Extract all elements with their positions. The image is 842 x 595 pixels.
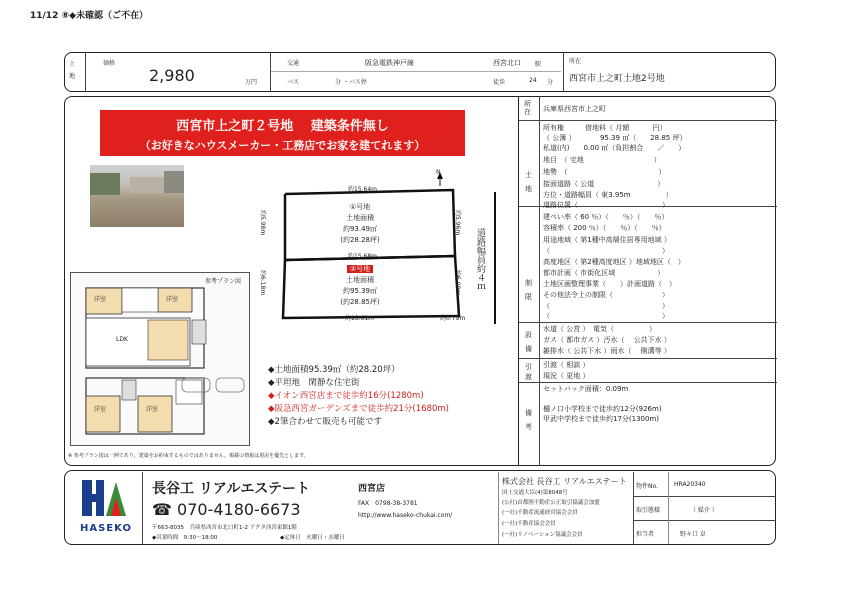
legal-row-16: その他法令上の制限（ ） (543, 291, 669, 299)
bus-minutes: 分 ・バス停 (335, 79, 367, 86)
legal-location-label: 所在 (524, 100, 531, 116)
feature-4: ◆阪急西宮ガーデンズまで徒歩約21分(1680m) (268, 404, 449, 414)
feature-1: ◆土地面積95.39㎡（約28.20坪） (268, 365, 400, 375)
branch-name: 西宮店 (358, 484, 386, 494)
disclaimer: ※ 参考プラン図は一例であり、建築をお約束するものではありません。掲載の情報は現況を優先とします。 (68, 453, 309, 459)
license-line-1: 国土交通大臣(4)第8048号 (502, 490, 568, 496)
legal-row-3: 私道(内) 0.00 ㎡（負担割合 ／ ） (543, 144, 686, 152)
phone-value: 070-4180-6673 (177, 500, 301, 519)
legal-row-5: 地勢 （ ） (543, 168, 666, 176)
lot2-area-m2: 約95.39㎡ (342, 287, 378, 295)
legal-row-6: 接面道路（ 公道 ） (543, 180, 665, 188)
floorplan-room2: 洋室 (166, 296, 179, 303)
legal-row-15: 土地区画整理事業（ ）計画道路（ ） (543, 280, 676, 288)
business-hours: ◆営業時間 9:30～18:00 (152, 535, 218, 541)
closed-days: ◆定休日 火曜日・水曜日 (280, 535, 345, 541)
road-width-label: 道路幅員約４ｍ (475, 228, 485, 291)
haseko-logo-icon (78, 476, 128, 520)
status-note: 11/12 ⑧◆未確認（ご不在） (30, 11, 149, 21)
legal-remark-2: 樋ノ口小学校まで徒歩約12分(926m) (543, 405, 662, 413)
header-box (64, 52, 776, 92)
legal-row-17: （ ） (543, 302, 669, 310)
dim-right-lot2: 約6.08m (454, 270, 461, 296)
title-banner (100, 110, 465, 156)
legal-row-9: 建ぺい率（ 60 ％）（ ％）（ ％） (543, 213, 669, 221)
dim-top: 約15.64m (348, 186, 378, 193)
legal-handover-label: 引 渡 (525, 363, 532, 381)
legal-row-13: 高度地区（ 第2種高度地区 ）地域地区（ ） (543, 258, 685, 266)
legal-row-20: ガス（ 都市ガス ）汚水（ 公共下水 ） (543, 336, 671, 344)
bus-label: バス (287, 79, 300, 86)
phone-number[interactable]: ☎ 070-4180-6673 (152, 500, 301, 519)
feature-list (268, 364, 449, 429)
website-link[interactable]: http://www.haseko-chukai.com/ (358, 512, 453, 519)
land-side-label: 土 地 (69, 61, 76, 80)
price-value: 2,980 (149, 66, 195, 85)
train-line: 阪急電鉄神戸線 (365, 59, 414, 67)
floorplan-drawing (78, 284, 238, 439)
walk-minutes: 24 (529, 77, 537, 84)
agent-name: 野々口 卓 (680, 531, 706, 538)
property-no-value: HRA20340 (674, 481, 706, 488)
station-suffix: 駅 (535, 61, 542, 68)
lot1-area-m2: 約93.49㎡ (342, 225, 378, 233)
dim-left-lot2: 約6.18m (259, 270, 266, 296)
legal-location-value: 兵庫県西宮市上之町 (543, 105, 606, 113)
legal-row-18: （ ） (543, 312, 669, 320)
lot2-name: ②号地 (347, 265, 373, 273)
lot1-name: ①号地 (349, 203, 371, 211)
legal-row-14: 都市計画（ 市街化区域 ） (543, 269, 665, 277)
legal-row-21: 雑排水（ 公共下水 ）雨水（ 側溝等 ） (543, 347, 671, 355)
dim-right-lot1: 約5.96m (454, 210, 461, 236)
legal-remark-3: 甲武中学校まで徒歩約17分(1300m) (543, 415, 660, 423)
legal-land-label: 土 地 (525, 171, 532, 193)
lot2-label (330, 264, 390, 308)
legal-remark-1: セットバック面積：0.09m (543, 385, 629, 393)
logo-text: HASEKO (80, 523, 132, 534)
license-line-5: (一社)リノベーション協議会会員 (502, 532, 583, 538)
lot1-area-tsubo: (約28.28坪) (340, 236, 380, 244)
dim-corner: 約0.79m (440, 315, 466, 322)
lot-diagram (255, 172, 505, 332)
station-name: 西宮北口 (493, 59, 521, 67)
legal-table (518, 96, 777, 466)
license-line-4: (一社)不動産協会会員 (502, 521, 556, 527)
legal-row-12: （ ） (543, 247, 669, 255)
legal-row-22: 引渡（ 相談 ） (543, 361, 590, 369)
walk-label: 徒歩 (493, 79, 506, 86)
floorplan-caption: 参考プラン図 (205, 278, 242, 285)
property-no-label: 物件No. (636, 483, 658, 490)
feature-3: ◆イオン西宮店まで徒歩約16分(1280m) (268, 391, 424, 401)
floorplan-ldk: LDK (116, 336, 128, 343)
legal-row-23: 現況（ 更地 ） (543, 372, 590, 380)
legal-limit-label: 制 限 (525, 279, 532, 301)
feature-2: ◆平坦地 閑静な住宅街 (268, 378, 360, 388)
legal-row-8: 道路位置（ ） (543, 201, 669, 209)
parking-sketch (180, 370, 248, 410)
legal-row-19: 水道（ 公営 ） 電気（ ） (543, 325, 656, 333)
floorplan-room3: 洋室 (94, 406, 107, 413)
company-address: 〒663-8035 兵庫県西宮市北口町1-2 アクタ西宮東館1階 (152, 525, 297, 531)
floorplan-room1: 洋室 (94, 296, 107, 303)
dim-middle: 約15.68m (348, 253, 378, 260)
dim-left-lot1: 約5.98m (259, 210, 266, 236)
legal-remarks-label: 備 考 (525, 409, 532, 431)
property-photo (90, 165, 184, 227)
legal-row-4: 地目 （ 宅地 ） (543, 156, 661, 164)
banner-title: 西宮市上之町２号地 建築条件無し (176, 119, 389, 134)
fax-number: FAX 0798-38-3781 (358, 500, 418, 507)
dim-bottom: 約15.61m (345, 315, 375, 322)
legal-facilities-label: 設 備 (525, 331, 532, 353)
legal-row-11: 用途地域（ 第1種中高層住居専用地域 ） (543, 236, 671, 244)
feature-5: ◆2筆合わせて販売も可能です (268, 417, 382, 427)
location-value: 西宮市上之町土地2号地 (569, 74, 665, 84)
walk-unit: 分 (547, 79, 554, 86)
license-line-3: (一社)不動産流通経営協会会員 (502, 510, 578, 516)
legal-row-2: （ 公簿 ） 95.39 ㎡（ 28.85 坪） (543, 134, 687, 142)
location-label: 所在 (569, 58, 582, 65)
deal-type-value: （ 媒介 ） (690, 507, 718, 514)
lot2-area-tsubo: (約28.85坪) (340, 298, 380, 306)
price-unit: 万円 (245, 79, 258, 86)
license-company: 株式会社 長谷工 リアルエステート (502, 477, 627, 486)
lot1-area-label: 土地面積 (346, 214, 374, 222)
legal-row-7: 方位・道路幅員（ 東3.95m ） (543, 191, 673, 199)
floorplan-room4: 洋室 (146, 406, 159, 413)
company-name: 長谷工 リアルエステート (152, 481, 311, 497)
deal-type-label: 取引態様 (636, 507, 661, 514)
lot1-label (330, 202, 390, 246)
north-label: N (436, 169, 441, 176)
lot2-area-label: 土地面積 (346, 276, 374, 284)
banner-subtitle: （お好きなハウスメーカー・工務店でお家を建てれます） (139, 139, 426, 152)
legal-row-1: 所有権 借地料（ 月額 円） (543, 124, 667, 132)
price-label: 価格 (103, 60, 116, 67)
agent-label: 担当者 (636, 531, 655, 538)
legal-row-10: 容積率（ 200 ％）（ ％）（ ％） (543, 224, 666, 232)
transport-label: 交通 (287, 60, 300, 67)
license-line-2: (公社)首都圏不動産公正取引協議会加盟 (502, 500, 600, 506)
